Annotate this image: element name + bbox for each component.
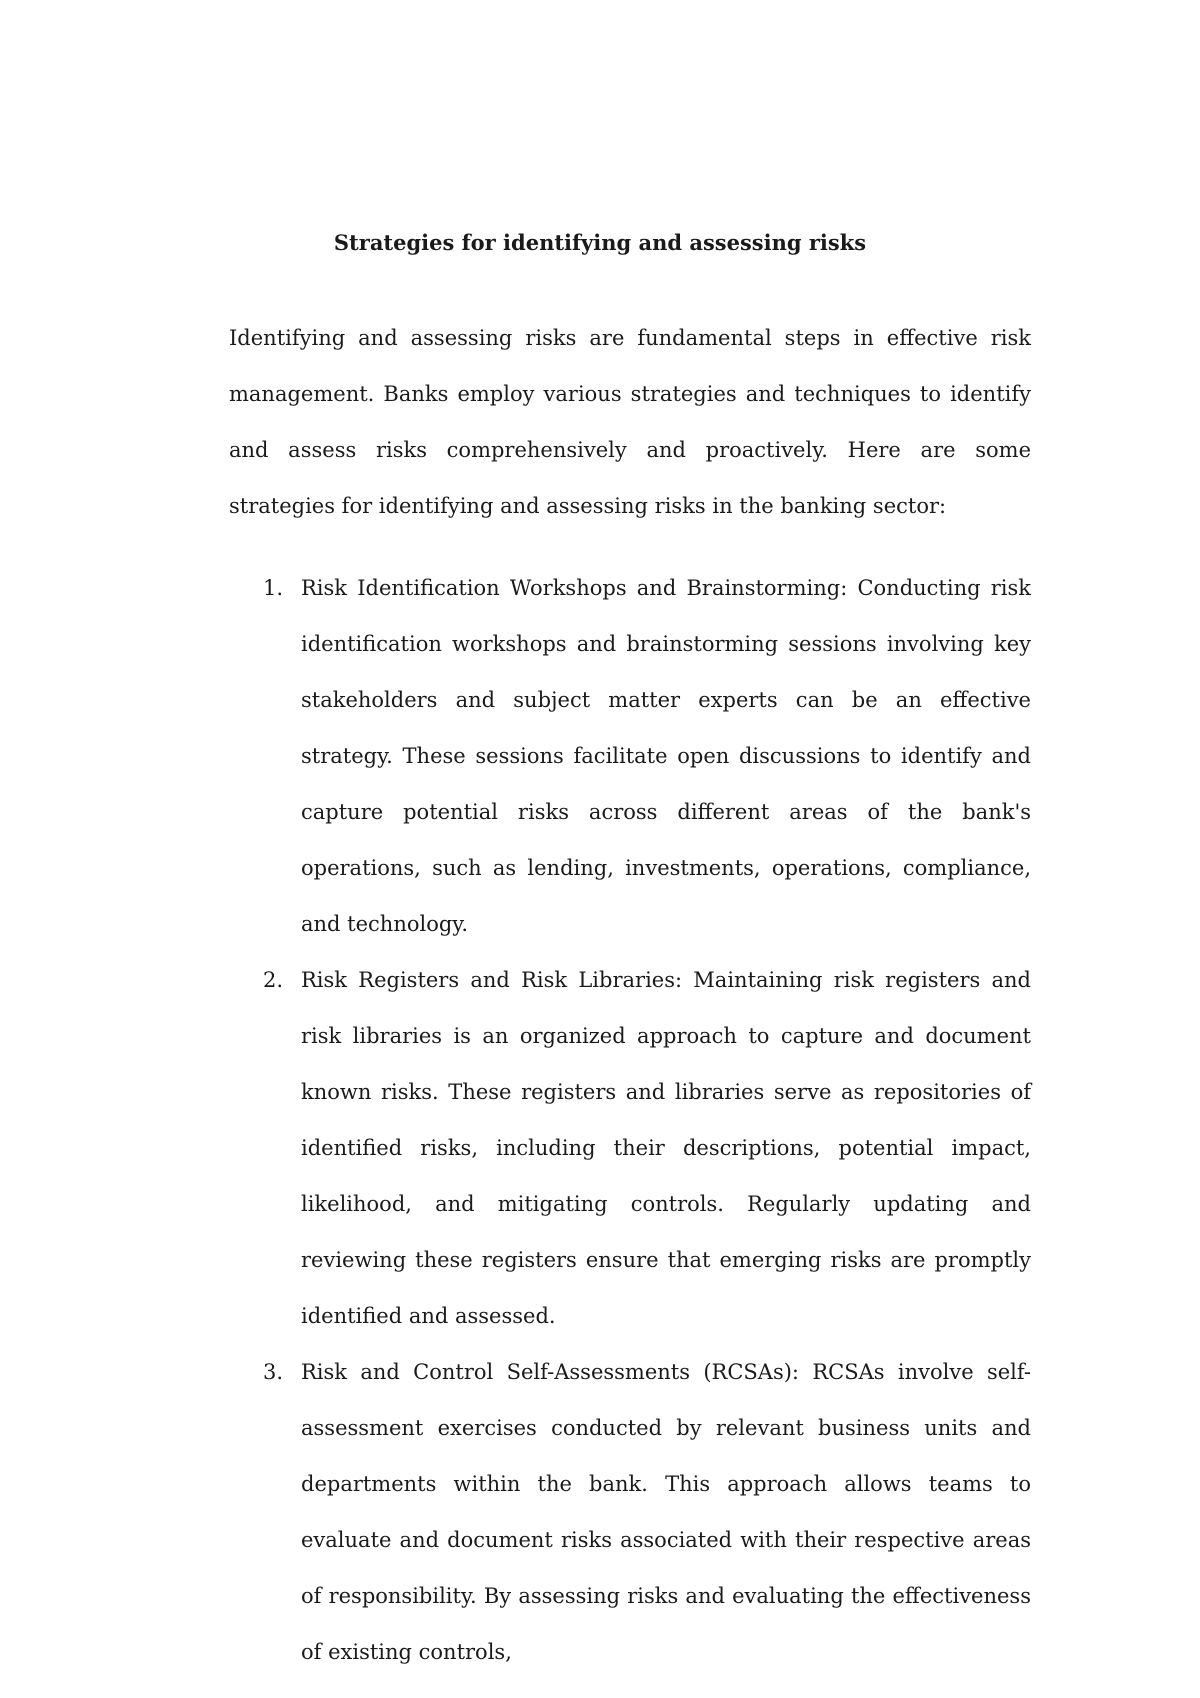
strategies-list [229, 560, 1031, 1680]
document-title: Strategies for identifying and assessing risks [333, 230, 867, 255]
list-item-text: Risk Identification Workshops and Brainstorming: Conducting risk identification workshops and brainstorming sessions involving key stakeholders and subject matter experts can be an effective strategy. These sessions facilitate open discussions to identify and capture potential risks across different areas of the bank's operations, such as lending, investments, operations, compliance, and technology. [301, 576, 1031, 936]
list-item [229, 1344, 1031, 1680]
list-item [229, 952, 1031, 1344]
list-item-text: Risk and Control Self-Assessments (RCSAs): RCSAs involve self-assessment exercises conducted by relevant business units and departments within the bank. This approach allows teams to evaluate and document risks associated with their respective areas of responsibility. By assessing risks and evaluating the effectiveness of existing controls, [301, 1360, 1031, 1664]
intro-paragraph: Identifying and assessing risks are fundamental steps in effective risk management. Banks employ various strategies and techniques to identify and assess risks comprehensively and proactively. Here are some strategies for identifying and assessing risks in the banking sector: [229, 326, 1031, 518]
list-item [229, 560, 1031, 952]
list-item-number: 3. [263, 1360, 284, 1384]
list-item-number: 2. [263, 968, 284, 992]
list-item-number: 1. [263, 576, 284, 600]
list-item-text: Risk Registers and Risk Libraries: Maintaining risk registers and risk libraries is an organized approach to capture and document known risks. These registers and libraries serve as repositories of identified risks, including their descriptions, potential impact, likelihood, and mitigating controls. Regularly updating and reviewing these registers ensure that emerging risks are promptly identified and assessed. [301, 968, 1031, 1328]
